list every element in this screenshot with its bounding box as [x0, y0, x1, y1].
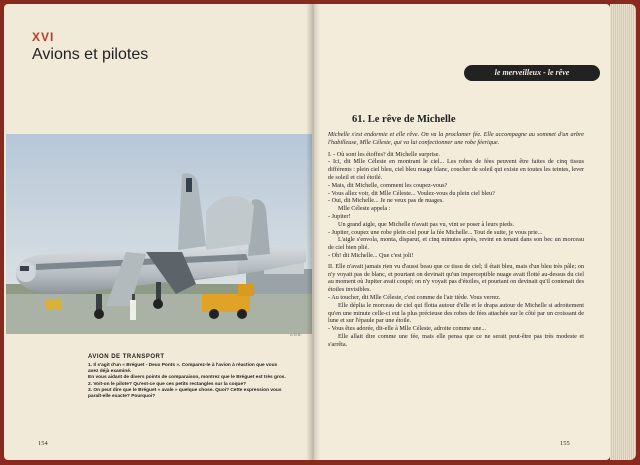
paragraph: Elle déplia le morceau de ciel qui flotta autour d'elle et le drapa autour de Michelle si adroitement qu'en une minute celle-ci eut la plus précieuse des robes de fées attachée sur le côté par un croissant de lune et sur l'épaule par une étoile.	[328, 301, 584, 325]
theme-banner: le merveilleux - le rêve	[464, 65, 600, 81]
paragraph: Mlle Céleste appela :	[338, 205, 391, 213]
photo-credit: A.N.B.	[290, 332, 302, 337]
lesson-text	[328, 131, 584, 349]
paragraph: - Jupiter, coupez une robe plein ciel pour la fée Michelle... Tout de suite, je vous prie...	[328, 228, 543, 236]
caption-line: 3. On peut dire que le Bréguet « avale » quelque chose. Quoi? Cette expression vous paraît-elle exacte? Pourquoi?	[88, 387, 282, 400]
paragraph: L'aigle s'envola, monta, disparut, et cinq minutes après, revint en tenant dans son bec un morceau de ciel bien plié.	[328, 236, 584, 252]
photo-caption	[88, 354, 288, 400]
paragraph: - Oh! dit Michelle... Que c'est joli!	[328, 251, 414, 259]
airplane-photo	[6, 134, 312, 334]
paragraph: - Oui, dit Michelle... Je ne veux pas de nuages.	[328, 197, 444, 205]
left-page	[4, 4, 312, 460]
right-page	[312, 4, 610, 460]
caption-line: 1. Il s'agit d'un « Bréguet - Deux Ponts ». Comparez-le à l'avion à réaction que vous avez déjà examiné.	[88, 363, 278, 375]
chapter-number: XVI	[32, 30, 55, 44]
paragraph: - Mais, dit Michelle, comment les coupez-vous?	[328, 181, 448, 189]
paragraph: II. Elle n'avait jamais rien vu d'aussi beau que ce tissu de ciel; il était bleu, mais d'un bleu très pâle; on n'y voyait pas de blanc, et pourtant on devinait qu'un imperceptible nuage avait flotté au-dessus du ciel au moment où Jupiter avait coupé; on n'y voyait pas d'étoiles, et pourtant on devinait qu'il contenait des étoiles invisibles.	[328, 262, 584, 294]
paragraph: - Jupiter!	[328, 212, 351, 220]
caption-line: 2. Voit-on le pilote? Qu'est-ce que ces petits rectangles sur la coque?	[88, 381, 247, 387]
lesson-title: 61. Le rêve de Michelle	[352, 114, 456, 125]
paragraph: I. - Où sont les étoffes? dit Michelle surprise.	[328, 150, 440, 158]
caption-heading: AVION DE TRANSPORT	[88, 354, 165, 360]
page-number-left: 154	[38, 440, 48, 447]
caption-line: En vous aidant de divers points de comparaison, montrez que le Bréguet est très gros.	[88, 375, 286, 381]
paragraph: - Au toucher, dit Mlle Céleste, c'est comme de l'air tiède. Vous verrez.	[328, 293, 501, 301]
chapter-title: Avions et pilotes	[32, 46, 149, 63]
page-edges	[610, 4, 636, 460]
paragraph: Elle allait dire comme une fée, mais elle pensa que ce ne serait peut-être pas très modeste et s'arrêta.	[328, 332, 584, 348]
lesson-intro: Michelle s'est endormie et elle rêve. On va la proclamer fée. Elle accompagne au sommet d'un arbre l'habilleuse, Mlle Céleste, qui va lui confectionner une robe féerique.	[328, 131, 584, 146]
paragraph: - Vous êtes adorée, dit-elle à Mlle Céleste, adroite comme une...	[328, 325, 487, 333]
paragraph: - Vous allez voir, dit Mlle Céleste... Voulez-vous du plein ciel bleu?	[328, 189, 495, 197]
paragraph: - Ici, dit Mlle Céleste en montrant le ciel... Les robes de fées peuvent être faites de cinq tissus différents : plein ciel bleu, ciel bleu nuage blanc, coucher de soleil qui existe en toutes les teintes, lever de soleil et ciel étoilé.	[328, 158, 584, 181]
page-number-right: 155	[560, 440, 570, 447]
paragraph: Un grand aigle, que Michelle n'avait pas vu, vint se poser à leurs pieds.	[338, 220, 515, 228]
